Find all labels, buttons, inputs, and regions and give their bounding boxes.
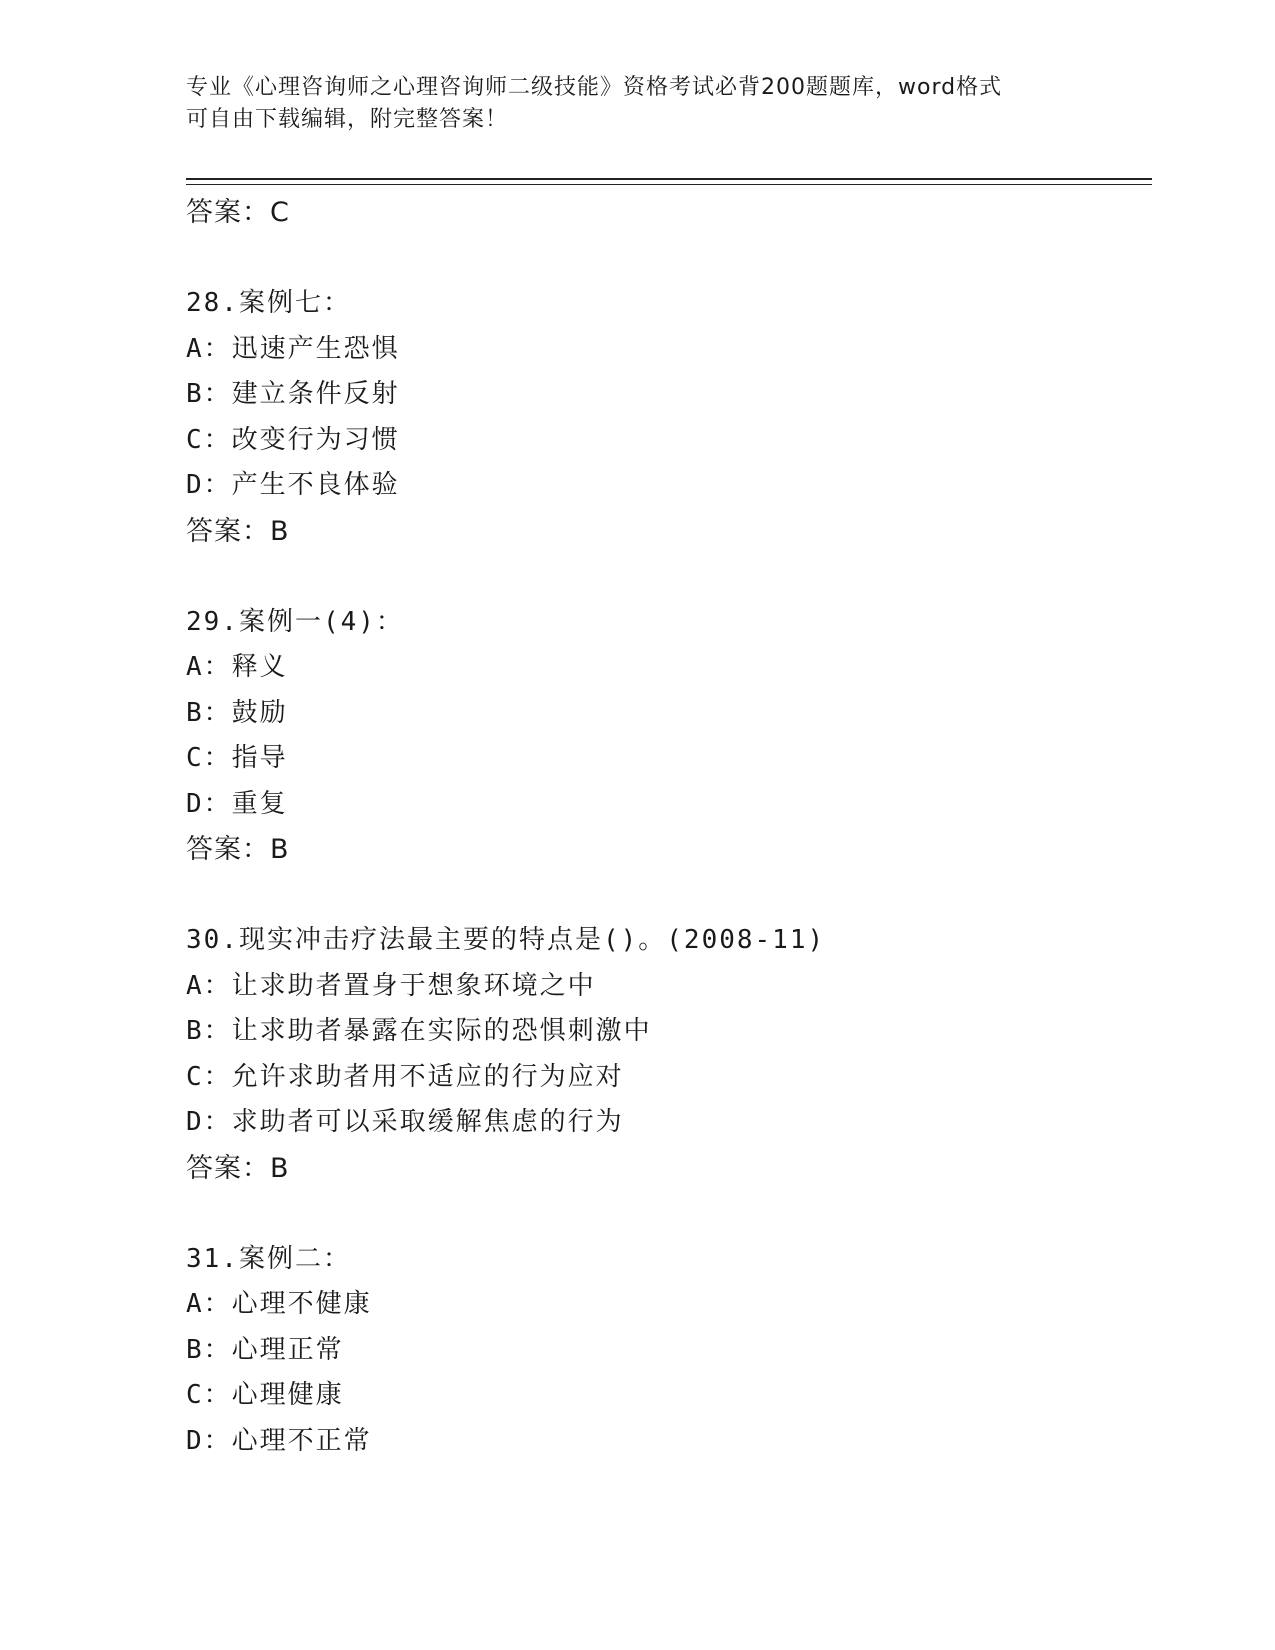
question-stem: 31.案例二： bbox=[186, 1243, 351, 1274]
question-stem: 28.案例七： bbox=[186, 288, 351, 318]
header-line-2: 可自由下载编辑，附完整答案！ bbox=[186, 107, 509, 132]
option-c: C：指导 bbox=[186, 743, 288, 773]
question-stem: 30.现实冲击疗法最主要的特点是()。(2008-11) bbox=[186, 925, 826, 955]
header-line-1: 专业《心理咨询师之心理咨询师二级技能》资格考试必背200题题库，word格式 bbox=[186, 75, 1003, 100]
option-d: D：产生不良体验 bbox=[186, 470, 400, 500]
option-b: B：让求助者暴露在实际的恐惧刺激中 bbox=[186, 1016, 652, 1046]
previous-answer: 答案：C bbox=[186, 197, 290, 228]
option-d: D：重复 bbox=[186, 788, 288, 819]
option-a: A：释义 bbox=[186, 652, 288, 682]
question-31 bbox=[186, 1237, 1146, 1465]
option-b: B：心理正常 bbox=[186, 1334, 344, 1365]
option-a: A：迅速产生恐惧 bbox=[186, 333, 400, 364]
option-c: C：心理健康 bbox=[186, 1380, 344, 1410]
question-28 bbox=[186, 281, 1146, 554]
option-d: D：求助者可以采取缓解焦虑的行为 bbox=[186, 1107, 624, 1137]
document-header bbox=[186, 72, 1086, 136]
option-a: A：让求助者置身于想象环境之中 bbox=[186, 970, 596, 1001]
option-b: B：鼓励 bbox=[186, 697, 288, 728]
question-29 bbox=[186, 600, 1146, 873]
header-divider-thin bbox=[186, 184, 1152, 185]
option-b: B：建立条件反射 bbox=[186, 379, 400, 409]
option-a: A：心理不健康 bbox=[186, 1289, 372, 1319]
question-list bbox=[186, 190, 1146, 1464]
answer-line: 答案：B bbox=[186, 1152, 290, 1184]
option-c: C：改变行为习惯 bbox=[186, 424, 400, 455]
question-stem: 29.案例一(4)： bbox=[186, 606, 404, 637]
option-d: D：心理不正常 bbox=[186, 1425, 372, 1456]
answer-line: 答案：B bbox=[186, 515, 290, 547]
question-30 bbox=[186, 918, 1146, 1191]
option-c: C：允许求助者用不适应的行为应对 bbox=[186, 1061, 624, 1092]
answer-line: 答案：B bbox=[186, 834, 290, 865]
header-divider-thick bbox=[186, 178, 1152, 180]
